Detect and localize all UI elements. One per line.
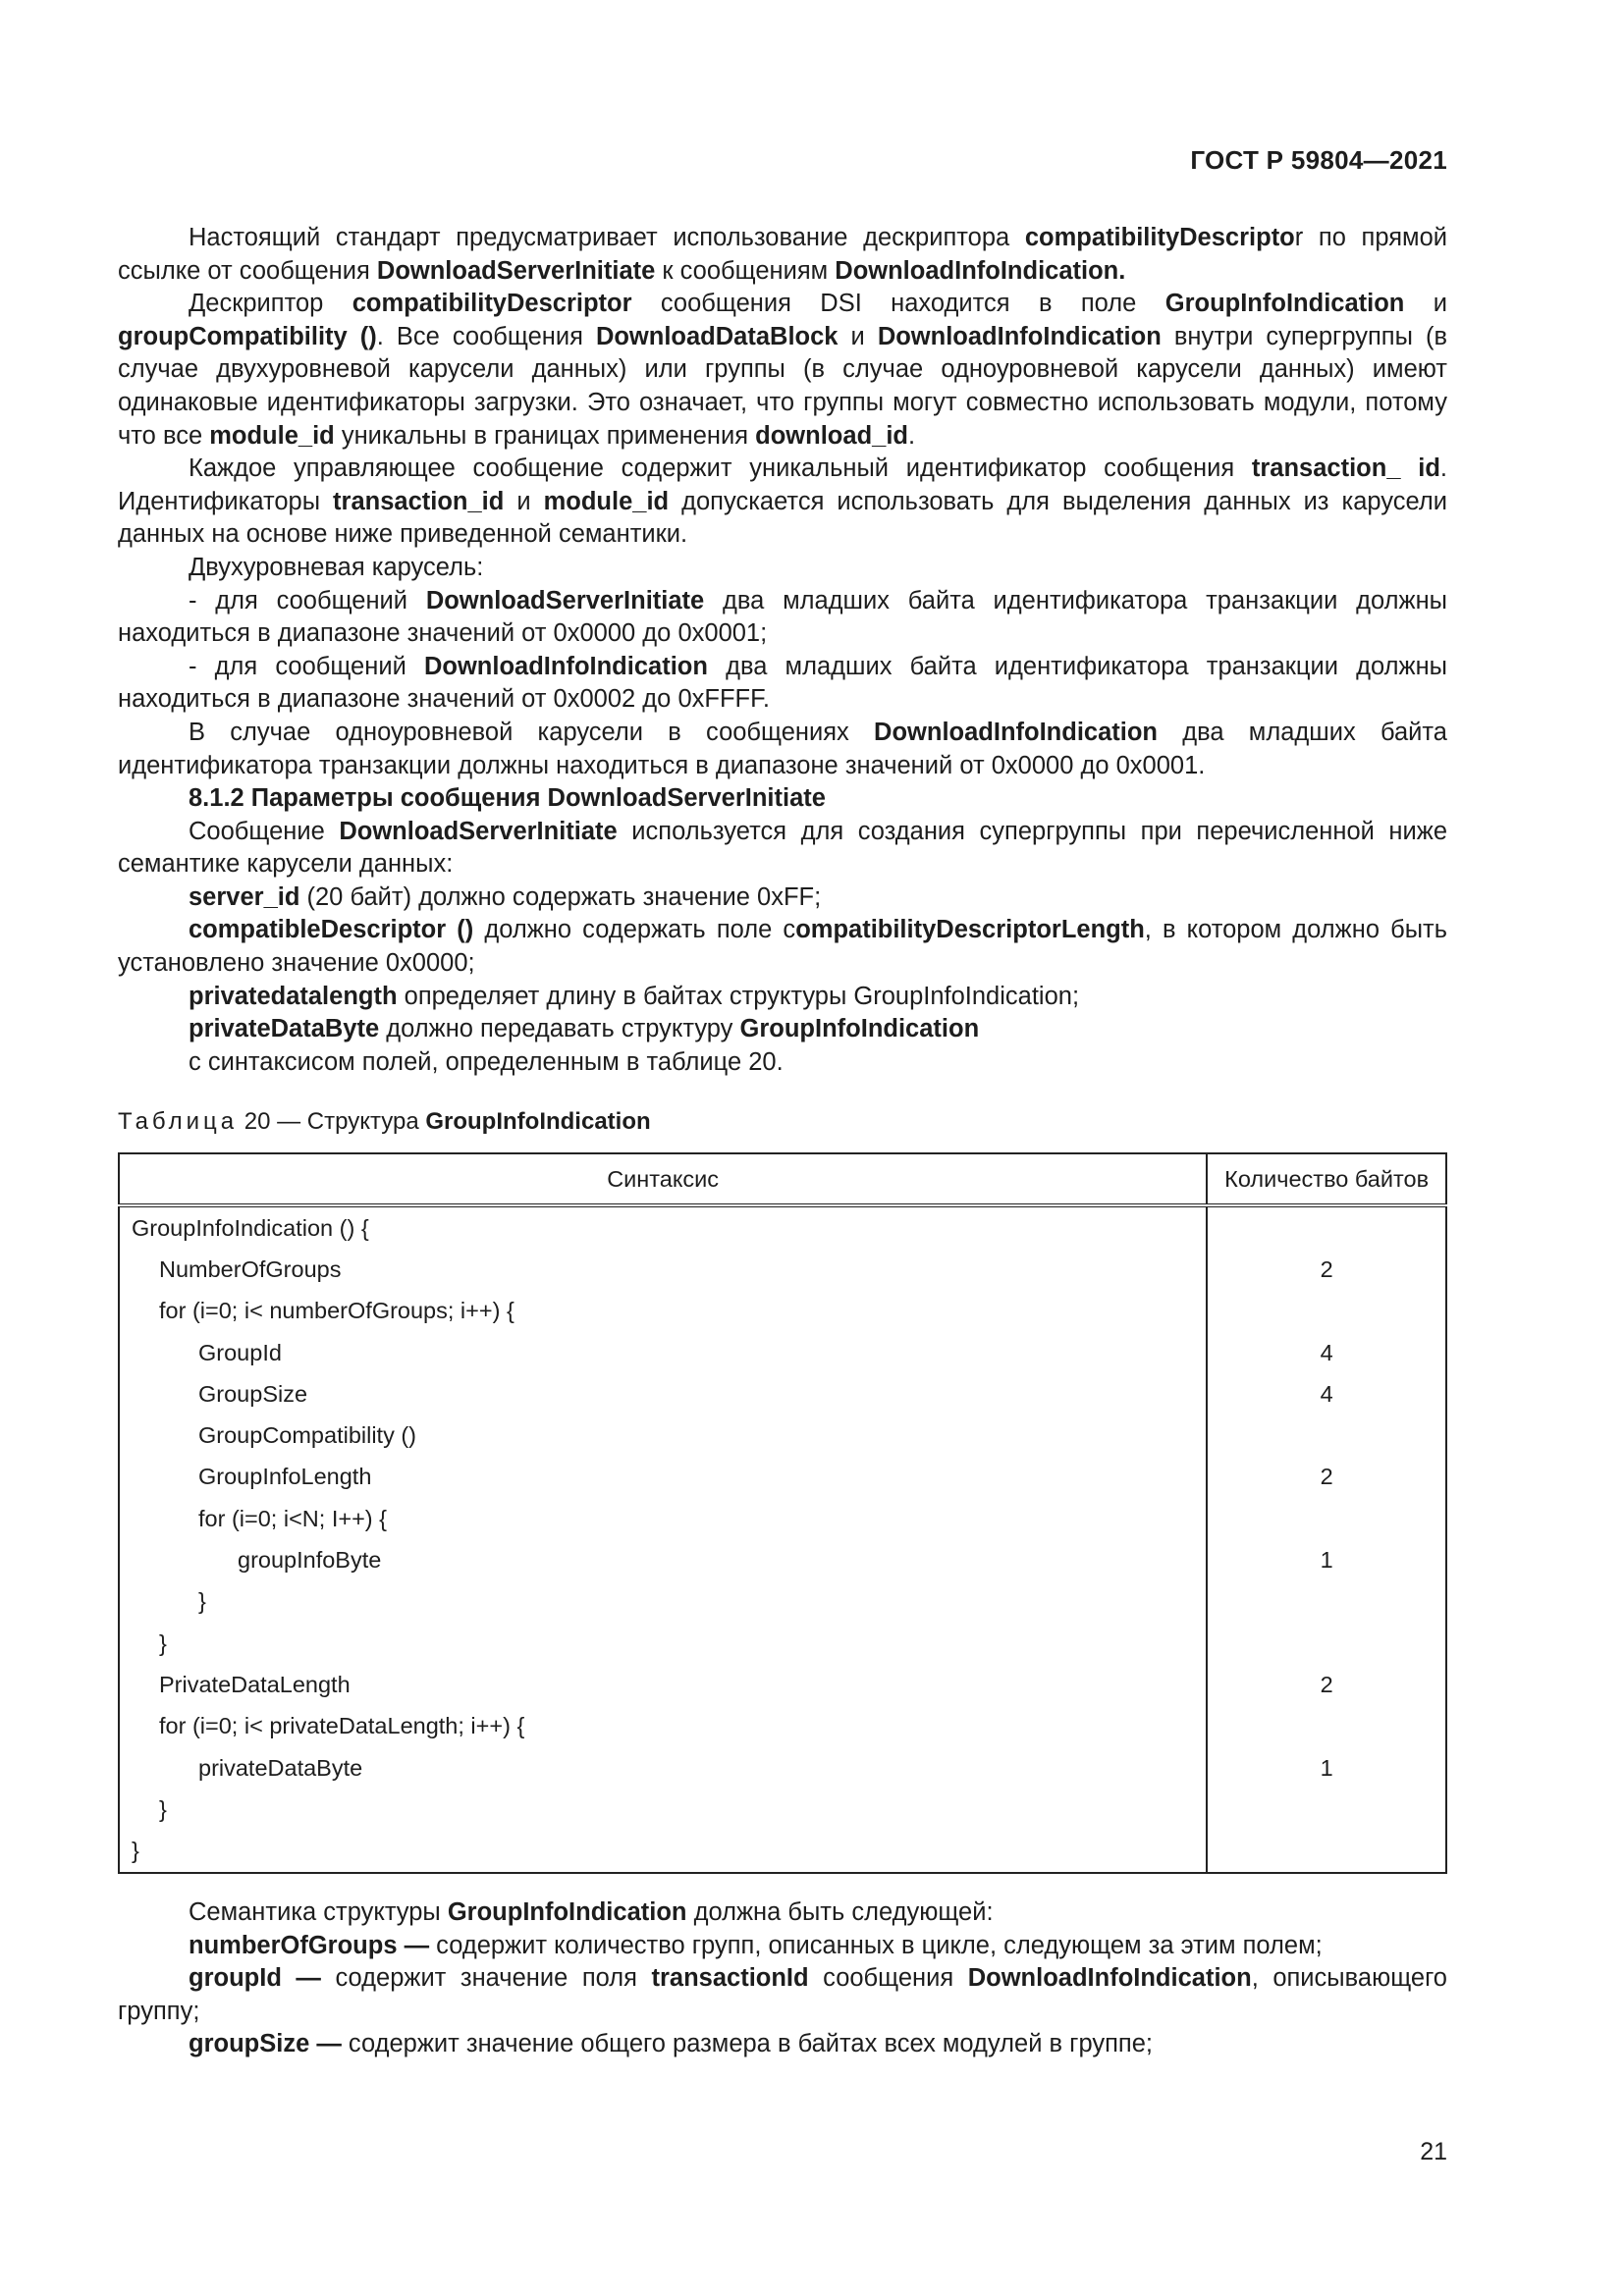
table-row: for (i=0; i< privateDataLength; i++) { bbox=[119, 1706, 1446, 1747]
table-row: PrivateDataLength 2 bbox=[119, 1664, 1446, 1705]
paragraph: Сообщение DownloadServerInitiate используется для создания супергруппы при перечисленной ниже семантике карусели данных: bbox=[118, 817, 1447, 879]
table-row: NumberOfGroups 2 bbox=[119, 1249, 1446, 1290]
table-row: GroupInfoLength 2 bbox=[119, 1457, 1446, 1498]
semantics-text bbox=[118, 1896, 1447, 2061]
list-item: - для сообщений DownloadServerInitiate два младших байта идентификатора транзакции должны находиться в диапазоне значений от 0x0000 до 0x0001; bbox=[118, 586, 1447, 648]
paragraph: В случае одноуровневой карусели в сообщениях DownloadInfoIndication два младших байта идентификатора транзакции должны находиться в диапазоне значений от 0x0000 до 0x0001. bbox=[118, 718, 1447, 779]
paragraph: Семантика структуры GroupInfoIndication должна быть следующей: bbox=[189, 1898, 994, 1926]
list-item: privateDataByte должно передавать структуру GroupInfoIndication bbox=[189, 1015, 980, 1043]
page-number: 21 bbox=[1420, 2138, 1447, 2165]
table-row: } bbox=[119, 1789, 1446, 1830]
table-row: } bbox=[119, 1581, 1446, 1623]
table-row: GroupCompatibility () bbox=[119, 1415, 1446, 1456]
paragraph: с синтаксисом полей, определенным в таблице 20. bbox=[189, 1047, 784, 1076]
document-header: ГОСТ Р 59804—2021 bbox=[1190, 145, 1447, 175]
syntax-table bbox=[118, 1152, 1447, 1874]
list-item: server_id (20 байт) должно содержать значение 0xFF; bbox=[189, 882, 822, 911]
definition-item: numberOfGroups — содержит количество групп, описанных в цикле, следующем за этим полем; bbox=[189, 1931, 1323, 1959]
table-row: groupInfoByte 1 bbox=[119, 1539, 1446, 1580]
definition-item: groupSize — содержит значение общего размера в байтах всех модулей в группе; bbox=[189, 2030, 1153, 2058]
section-heading: 8.1.2 Параметры сообщения DownloadServerInitiate bbox=[189, 784, 826, 813]
list-item: - для сообщений DownloadInfoIndication два младших байта идентификатора транзакции должны находиться в диапазоне значений от 0x0002 до 0xFFFF. bbox=[118, 652, 1448, 714]
table-row: for (i=0; i< numberOfGroups; i++) { bbox=[119, 1291, 1446, 1332]
body-text bbox=[118, 222, 1447, 1079]
definition-item: groupId — содержит значение поля transactionId сообщения DownloadInfoIndication, описывающего группу; bbox=[118, 1964, 1447, 2025]
table-row: } bbox=[119, 1830, 1446, 1872]
table-row: GroupInfoIndication () { bbox=[119, 1207, 1446, 1249]
paragraph: Каждое управляющее сообщение содержит уникальный идентификатор сообщения transaction_ id. Идентификаторы transaction_id и module_id допускается использовать для выделения данных из карусели данных на основе ниже приведенной семантики. bbox=[118, 454, 1447, 549]
table-row: for (i=0; i<N; I++) { bbox=[119, 1498, 1446, 1539]
table-row: GroupSize 4 bbox=[119, 1373, 1446, 1415]
list-item: privatedatalength определяет длину в байтах структуры GroupInfoIndication; bbox=[189, 982, 1080, 1010]
column-header-syntax: Синтаксис bbox=[119, 1153, 1207, 1205]
table-row: GroupId 4 bbox=[119, 1332, 1446, 1373]
table-row: } bbox=[119, 1623, 1446, 1664]
list-item: compatibleDescriptor () должно содержать поле compatibilityDescriptorLength, в котором должно быть установлено значение 0x0000; bbox=[118, 916, 1448, 978]
column-header-bytes: Количество байтов bbox=[1207, 1153, 1446, 1205]
paragraph: Дескриптор compatibilityDescriptor сообщения DSI находится в поле GroupInfoIndication и groupCompatibility (). Все сообщения DownloadDataBlock и DownloadInfoIndication внутри супергруппы (в случае двухуровневой карусели данных) или группы (в случае одноуровневой карусели данных) имеют одинаковые идентификаторы загрузки. Это означает, что группы могут совместно использовать модули, потому что все module_id уникальны в границах применения download_id. bbox=[118, 290, 1447, 450]
paragraph: Настоящий стандарт предусматривает использование дескриптора compatibilityDescriptor по прямой ссылке от сообщения DownloadServerInitiate к сообщениям DownloadInfoIndication. bbox=[118, 224, 1448, 285]
table-row: privateDataByte 1 bbox=[119, 1747, 1446, 1789]
paragraph: Двухуровневая карусель: bbox=[189, 553, 484, 581]
table-caption: Таблица 20 — Структура GroupInfoIndication bbox=[118, 1108, 651, 1135]
